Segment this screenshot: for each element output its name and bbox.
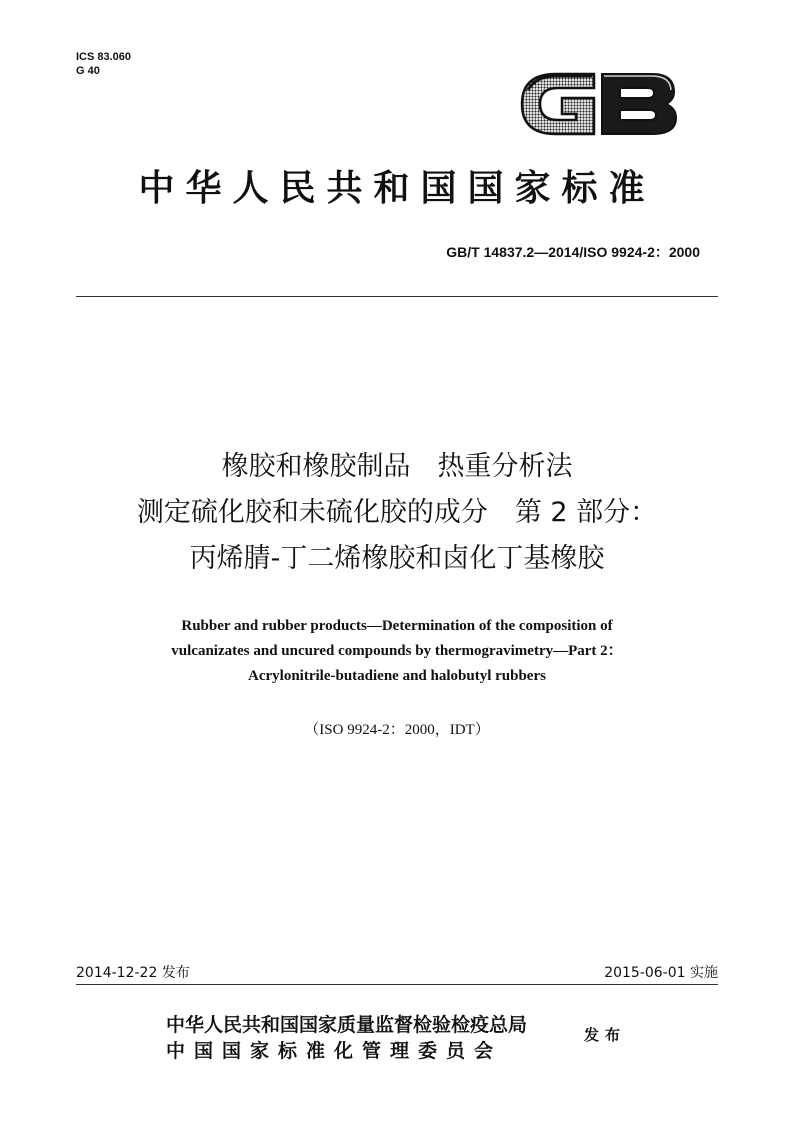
top-divider	[76, 296, 718, 297]
english-title-line-3: Acrylonitrile-butadiene and halobutyl rubbers	[248, 668, 546, 684]
issuer-sac: 中国国家标准化管理委员会	[166, 1040, 503, 1062]
english-title-line-2: vulcanizates and uncured compounds by thermogravimetry—Part 2：	[171, 643, 623, 659]
chinese-title-line-1: 橡胶和橡胶制品 热重分析法	[221, 451, 573, 482]
publish-label: 发布	[584, 1026, 627, 1044]
english-title	[76, 614, 718, 689]
gb-logo	[516, 62, 680, 146]
chinese-title-line-3: 丙烯腈-丁二烯橡胶和卤化丁基橡胶	[189, 543, 605, 574]
chinese-title-line-2: 测定硫化胶和未硫化胶的成分 第 2 部分：	[136, 497, 658, 528]
ccs-code: G 40	[76, 65, 100, 77]
chinese-title	[76, 444, 718, 582]
issuer-aqsiq: 中华人民共和国国家质量监督检验检疫总局	[166, 1014, 528, 1036]
implementation-date: 2015-06-01 实施	[604, 965, 718, 981]
iso-equivalence: （ISO 9924-2：2000，IDT）	[304, 722, 490, 738]
standard-number: GB/T 14837.2—2014/ISO 9924-2：2000	[446, 244, 700, 260]
bottom-divider	[76, 984, 718, 985]
classification-codes	[76, 50, 131, 78]
ics-code: ICS 83.060	[76, 51, 132, 63]
english-title-line-1: Rubber and rubber products—Determination of the composition of	[181, 618, 613, 634]
issue-date: 2014-12-22 发布	[76, 965, 190, 981]
country-standard-title: 中华人民共和国国家标准	[138, 167, 656, 209]
